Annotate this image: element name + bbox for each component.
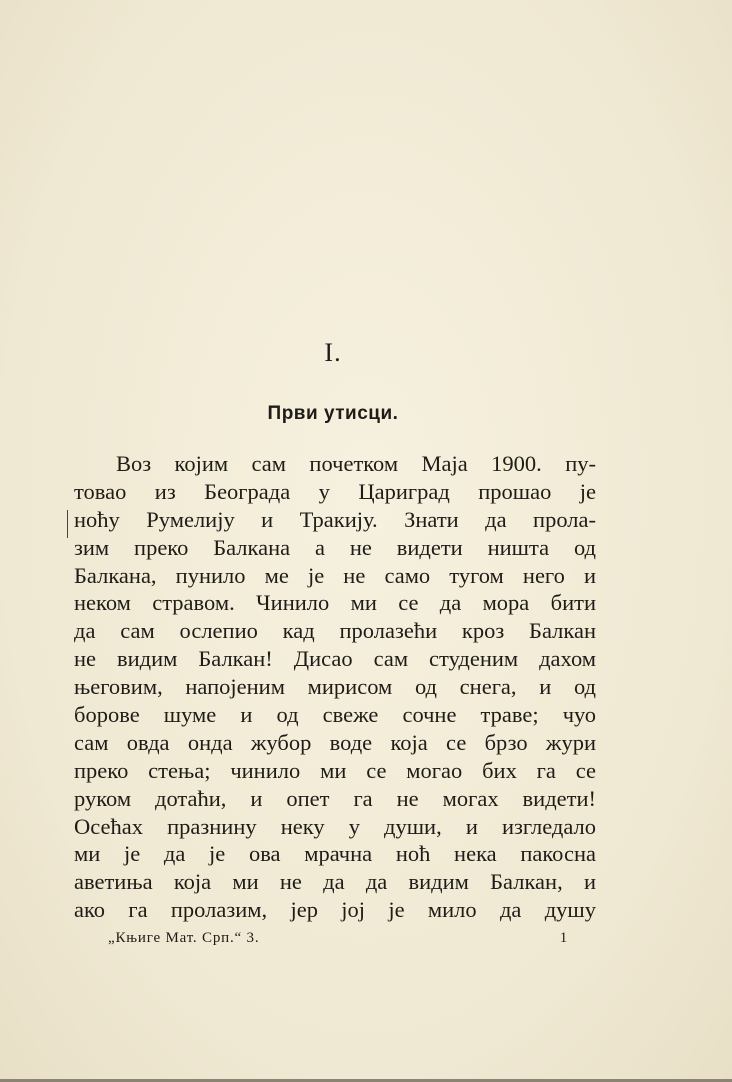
text-line: аветиња која ми не да да видим Балкан, и	[74, 869, 596, 895]
text-line: руком дотаћи, и опет га не могах видети!	[74, 785, 596, 811]
margin-mark	[67, 510, 68, 538]
text-line: преко стења; чинило ми се могао бих га се	[74, 757, 596, 783]
text-line: борове шуме и од свеже сочне траве; чуо	[74, 702, 596, 728]
text-line: ноћу Румелију и Тракију. Знати да прола-	[74, 506, 596, 532]
text-line: Воз којим сам почетком Маја 1900. пу-	[116, 451, 596, 476]
page-number: 1	[559, 930, 568, 946]
chapter-title: Први утисци.	[267, 403, 399, 424]
text-line: Осећах празнину неку у души, и изгледало	[74, 813, 596, 839]
text-line: зим преко Балкана а не видети ништа од	[74, 534, 596, 560]
text-line: ако га пролазим, јер јој је мило да душу	[74, 897, 596, 923]
printer-signature: „Књиге Мат. Срп.“ 3.	[108, 930, 260, 946]
text-line: Балкана, пунило ме је не само тугом него и	[74, 562, 596, 588]
text-line: ми је да је ова мрачна ноћ нека пакосна	[74, 841, 596, 867]
text-line: његовим, напојеним мирисом од снега, и од	[74, 674, 596, 700]
text-line: сам овда онда жубор воде која се брзо жури	[74, 729, 596, 755]
text-line: да сам ослепио кад пролазећи кроз Балкан	[74, 618, 596, 644]
text-line: неком стравом. Чинило ми се да мора бити	[74, 590, 596, 616]
chapter-number: I.	[324, 338, 342, 367]
text-line: товао из Београда у Цариград прошао је	[74, 478, 596, 504]
body-text	[74, 450, 596, 924]
text-line: не видим Балкан! Дисао сам студеним дахом	[74, 646, 596, 672]
